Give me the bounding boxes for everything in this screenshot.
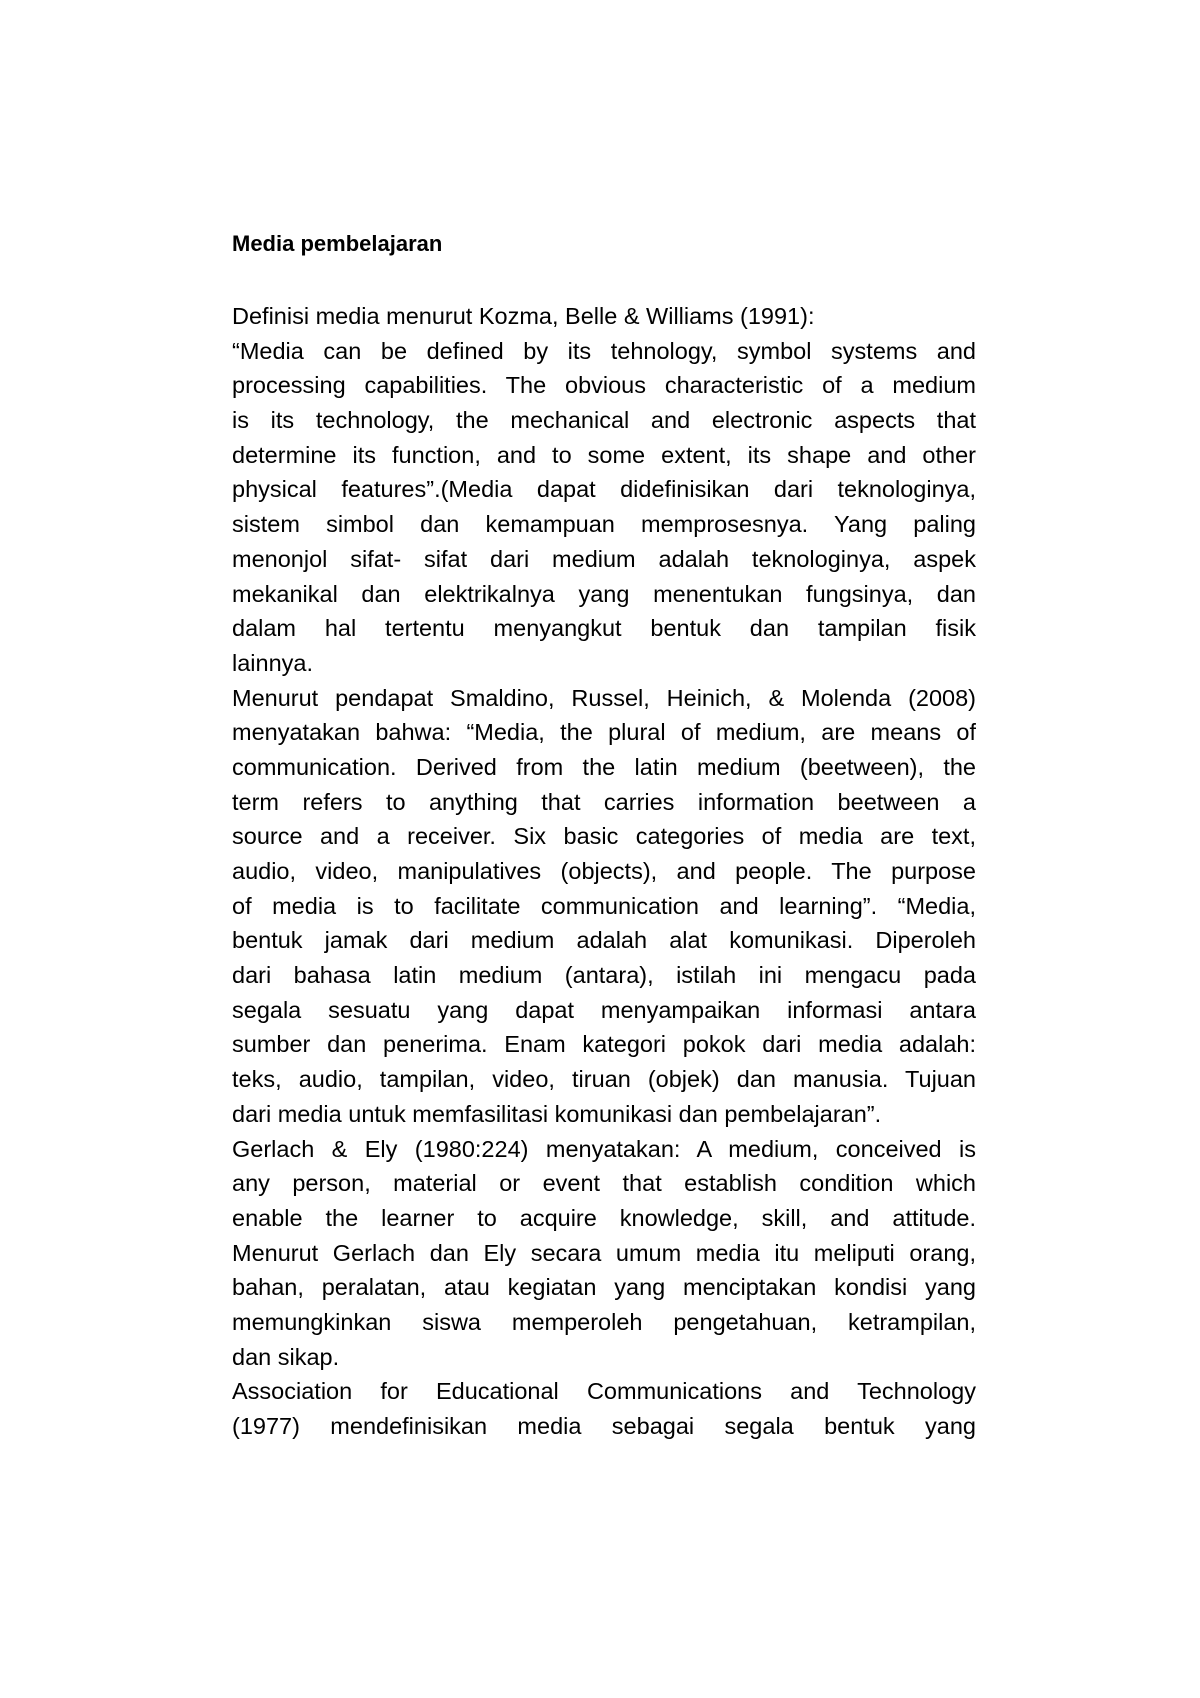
text-line: term refers to anything that carries information beetween a [232, 788, 976, 815]
text-line: menyatakan bahwa: “Media, the plural of medium, are means of [232, 719, 976, 746]
text-line: communication. Derived from the latin medium (beetween), the [232, 753, 976, 780]
document-text-block [232, 299, 976, 1444]
text-line: physical features”.(Media dapat didefinisikan dari teknologinya, [232, 476, 976, 503]
text-line: segala sesuatu yang dapat menyampaikan informasi antara [232, 996, 976, 1023]
text-line: processing capabilities. The obvious characteristic of a medium [232, 372, 976, 399]
text-line: audio, video, manipulatives (objects), and people. The purpose [232, 858, 976, 884]
text-line: determine its function, and to some extent, its shape and other [232, 441, 976, 468]
text-line: dalam hal tertentu menyangkut bentuk dan tampilan fisik [232, 615, 976, 642]
text-line: of media is to facilitate communication and learning”. “Media, [232, 892, 976, 919]
text-line: sistem simbol dan kemampuan memprosesnya. Yang paling [232, 511, 976, 538]
text-line: Gerlach & Ely (1980:224) menyatakan: A medium, conceived is [232, 1135, 976, 1162]
text-line: source and a receiver. Six basic categories of media are text, [232, 823, 976, 850]
text-line: sumber dan penerima. Enam kategori pokok dari media adalah: [232, 1031, 976, 1058]
document-body [232, 232, 976, 1444]
text-line: menonjol sifat- sifat dari medium adalah teknologinya, aspek [232, 545, 976, 572]
text-line: Association for Educational Communications and Technology [232, 1378, 976, 1405]
text-line: bahan, peralatan, atau kegiatan yang menciptakan kondisi yang [232, 1274, 976, 1301]
text-line: Definisi media menurut Kozma, Belle & Williams (1991): [232, 303, 815, 329]
text-line: dan sikap. [232, 1343, 340, 1370]
text-line: (1977) mendefinisikan media sebagai segala bentuk yang [232, 1413, 976, 1439]
text-line: is its technology, the mechanical and electronic aspects that [232, 407, 976, 434]
text-line: any person, material or event that establish condition which [232, 1170, 976, 1197]
text-line: mekanikal dan elektrikalnya yang menentukan fungsinya, dan [232, 580, 976, 607]
text-line: Menurut pendapat Smaldino, Russel, Heinich, & Molenda (2008) [232, 684, 976, 711]
text-line: “Media can be defined by its tehnology, symbol systems and [232, 337, 976, 364]
text-line: dari bahasa latin medium (antara), istilah ini mengacu pada [232, 962, 976, 989]
text-line: memungkinkan siswa memperoleh pengetahuan, ketrampilan, [232, 1308, 976, 1335]
text-line: dari media untuk memfasilitasi komunikasi dan pembelajaran”. [232, 1100, 882, 1127]
text-line: enable the learner to acquire knowledge, skill, and attitude. [232, 1204, 976, 1231]
text-line: Menurut Gerlach dan Ely secara umum media itu meliputi orang, [232, 1239, 976, 1266]
text-line: lainnya. [232, 649, 313, 676]
text-line: bentuk jamak dari medium adalah alat komunikasi. Diperoleh [232, 927, 976, 954]
text-line: teks, audio, tampilan, video, tiruan (objek) dan manusia. Tujuan [232, 1066, 976, 1093]
document-title: Media pembelajaran [232, 231, 443, 256]
